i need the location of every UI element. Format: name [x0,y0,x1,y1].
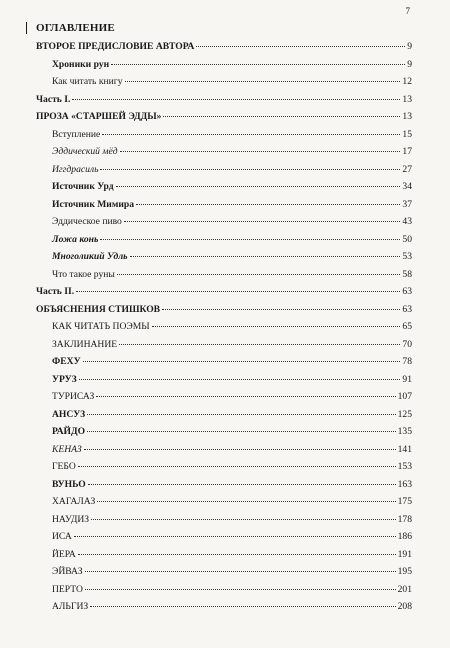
toc-entry-page: 13 [402,111,412,122]
toc-title: ОГЛАВЛЕНИЕ [36,22,115,34]
toc-entry-label: ФЕХУ [52,356,81,367]
toc-entry [52,478,412,492]
toc-entry-label: Источник Мимира [52,198,135,210]
toc-entry-label: ПРОЗА «СТАРШЕЙ ЭДДЫ» [36,111,162,122]
toc-entry-label: АНСУЗ [52,408,86,420]
toc-entry-page: 135 [397,426,412,437]
toc-entry [52,548,412,562]
toc-entry-label: ЭЙВАЗ [52,566,83,577]
toc-entry-label: ИСА [52,531,72,542]
dot-leader [100,169,400,170]
toc-entry-label: Эддический мёд [52,146,118,157]
toc-entry-page: 63 [402,286,412,297]
toc-entry-label: ВТОРОЕ ПРЕДИСЛОВИЕ АВТОРА [36,41,195,52]
toc-entry-label: ХАГАЛАЗ [52,496,96,507]
toc-entry-page: 9 [407,58,412,70]
dot-leader [136,204,400,205]
toc-entry [36,40,412,54]
toc-entry-page: 186 [397,531,412,542]
toc-entry [52,443,412,457]
dot-leader [102,134,400,135]
toc-entry-label: Ложа конь [52,233,99,245]
dot-leader [85,571,396,572]
toc-entry-page: 195 [397,566,412,577]
toc-entry [36,110,412,124]
toc-entry [36,303,412,317]
toc-entry [52,565,412,579]
toc-entry-page: 34 [402,181,412,192]
toc-entry-page: 58 [402,268,412,280]
toc-entry-label: ПЕРТО [52,583,83,595]
toc-entry-page: 125 [397,408,412,420]
toc-entry-page: 53 [402,251,412,262]
toc-entry [52,163,412,177]
toc-entry-page: 17 [402,146,412,157]
dot-leader [124,221,401,222]
toc-entry-label: Хроники рун [52,58,110,70]
toc-entry-label: ЗАКЛИНАНИЕ [52,338,118,350]
toc-entry-label: РАЙДО [52,426,86,437]
toc-entry [52,128,412,142]
dot-leader [116,186,401,187]
toc-entry-label: АЛЬГИЗ [52,601,89,612]
toc-entry-label: ТУРИСАЗ [52,391,95,402]
toc-entry [52,250,412,264]
toc-entry-page: 78 [402,356,412,367]
toc-entry-page: 13 [402,93,412,105]
toc-entry [52,530,412,544]
toc-entry-page: 178 [397,513,412,525]
toc-entry [52,425,412,439]
dot-leader [163,116,400,117]
dot-leader [119,344,400,345]
toc-entry [52,373,412,387]
dot-leader [72,99,400,100]
dot-leader [117,274,401,275]
toc-entry-label: Что такое руны [52,268,115,280]
toc-entry-label: ОБЪЯСНЕНИЯ СТИШКОВ [36,303,161,315]
toc-entry-page: 208 [397,601,412,612]
toc-entry-label: КЕНАЗ [52,443,82,455]
dot-leader [111,64,405,65]
dot-leader [78,554,396,555]
toc-entry-label: Часть I. [36,93,71,105]
dot-leader [91,519,395,520]
toc-entry [52,460,412,474]
toc-entry-page: 9 [407,41,412,52]
dot-leader [85,589,396,590]
toc-entry-label: Источник Урд [52,181,114,192]
toc-entry [52,233,412,247]
toc-entry-label: Вступление [52,128,101,140]
dot-leader [130,256,401,257]
dot-leader [97,501,395,502]
toc-entry [52,320,412,334]
toc-entry-page: 91 [402,373,412,385]
toc-entry-label: ЙЕРА [52,548,76,560]
toc-entry-label: Многоликий Удль [52,251,128,262]
toc-entry [52,600,412,614]
toc-entry-page: 175 [397,496,412,507]
toc-entry [52,495,412,509]
toc-entry-page: 141 [397,443,412,455]
toc-entry [36,93,412,107]
toc-entry [52,390,412,404]
toc-entry-label: Иггдрасиль [52,163,99,175]
dot-leader [84,449,396,450]
toc-entry-label: ВУНЬО [52,478,86,490]
toc-entry-page: 201 [397,583,412,595]
toc-entry-label: УРУЗ [52,373,77,385]
toc-entry-page: 37 [402,198,412,210]
toc-entry-page: 65 [402,321,412,332]
dot-leader [120,151,401,152]
margin-rule [26,22,27,34]
toc-entry-page: 50 [402,233,412,245]
toc-entry [52,338,412,352]
toc-entry [52,215,412,229]
dot-leader [152,326,401,327]
toc-entry-page: 191 [397,548,412,560]
toc-entry-page: 63 [402,303,412,315]
toc-entry-label: Эддическое пиво [52,216,122,227]
dot-leader [162,309,400,310]
dot-leader [79,379,401,380]
toc-entry-page: 12 [402,76,412,87]
toc-entry [52,408,412,422]
dot-leader [100,239,400,240]
dot-leader [88,484,396,485]
toc-entry-page: 153 [397,461,412,472]
toc-entry-page: 15 [402,128,412,140]
toc-entry [52,583,412,597]
toc-entry [52,198,412,212]
toc-entry-label: Часть II. [36,286,75,297]
toc-entry [52,180,412,194]
dot-leader [87,431,396,432]
toc-entry-page: 43 [402,216,412,227]
toc-entry-page: 27 [402,163,412,175]
toc-entry [52,145,412,159]
toc-entry [52,268,412,282]
toc-entry-label: КАК ЧИТАТЬ ПОЭМЫ [52,321,150,332]
toc-entry [52,513,412,527]
toc-entry-page: 107 [397,391,412,402]
dot-leader [196,46,405,47]
toc-entry-page: 163 [397,478,412,490]
dot-leader [87,414,395,415]
toc-entry [52,75,412,89]
toc-entry [52,355,412,369]
toc-entry-page: 70 [402,338,412,350]
page-number: 7 [405,6,410,16]
toc-entry [36,285,412,299]
toc-entry-label: НАУДИЗ [52,513,90,525]
dot-leader [96,396,395,397]
toc-entry [52,58,412,72]
dot-leader [125,81,401,82]
dot-leader [78,466,396,467]
toc-entry-label: ГЕБО [52,461,76,472]
dot-leader [83,361,401,362]
dot-leader [90,606,395,607]
dot-leader [76,291,400,292]
dot-leader [74,536,396,537]
toc-entry-label: Как читать книгу [52,76,123,87]
